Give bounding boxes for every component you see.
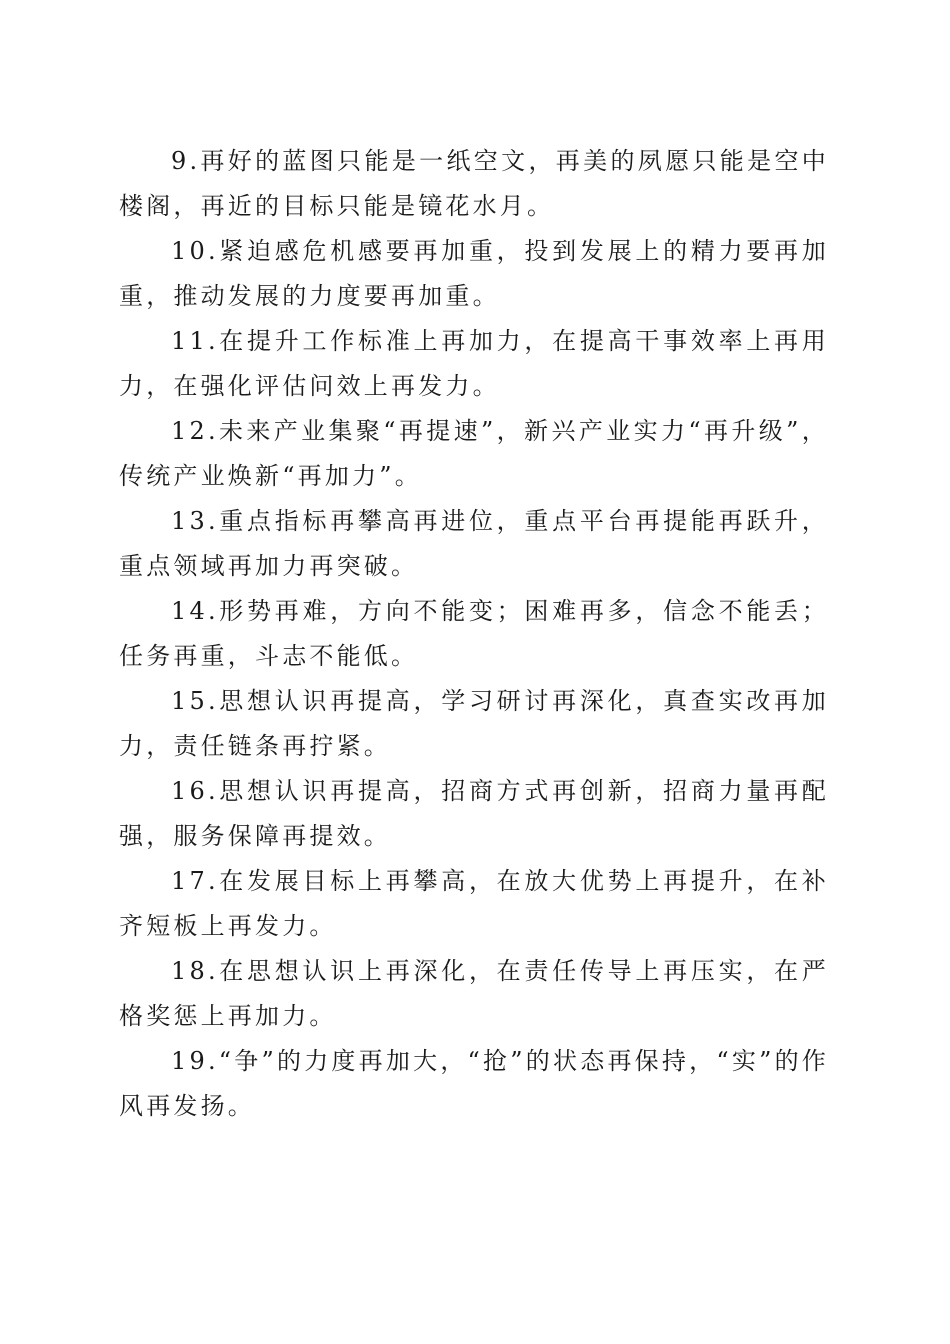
paragraph-item-15: 15.思想认识再提高，学习研讨再深化，真查实改再加力，责任链条再拧紧。 [119, 687, 829, 760]
paragraph-item-19: 19.“争”的力度再加大，“抢”的状态再保持，“实”的作风再发扬。 [119, 1047, 829, 1120]
paragraph-item-10: 10.紧迫感危机感要再加重，投到发展上的精力要再加重，推动发展的力度要再加重。 [119, 237, 829, 310]
paragraph-item-13: 13.重点指标再攀高再进位，重点平台再提能再跃升，重点领域再加力再突破。 [119, 507, 829, 580]
paragraph-item-14: 14.形势再难，方向不能变；困难再多，信念不能丢；任务再重，斗志不能低。 [119, 597, 829, 670]
paragraph-item-11: 11.在提升工作标准上再加力，在提高干事效率上再用力，在强化评估问效上再发力。 [119, 327, 829, 400]
document-body [119, 139, 829, 1129]
paragraph-item-12: 12.未来产业集聚“再提速”，新兴产业实力“再升级”，传统产业焕新“再加力”。 [119, 417, 829, 490]
paragraph-item-17: 17.在发展目标上再攀高，在放大优势上再提升，在补齐短板上再发力。 [119, 867, 829, 940]
paragraph-item-18: 18.在思想认识上再深化，在责任传导上再压实，在严格奖惩上再加力。 [119, 957, 829, 1030]
paragraph-item-16: 16.思想认识再提高，招商方式再创新，招商力量再配强，服务保障再提效。 [119, 777, 829, 850]
paragraph-item-9: 9.再好的蓝图只能是一纸空文，再美的夙愿只能是空中楼阁，再近的目标只能是镜花水月。 [119, 147, 829, 220]
